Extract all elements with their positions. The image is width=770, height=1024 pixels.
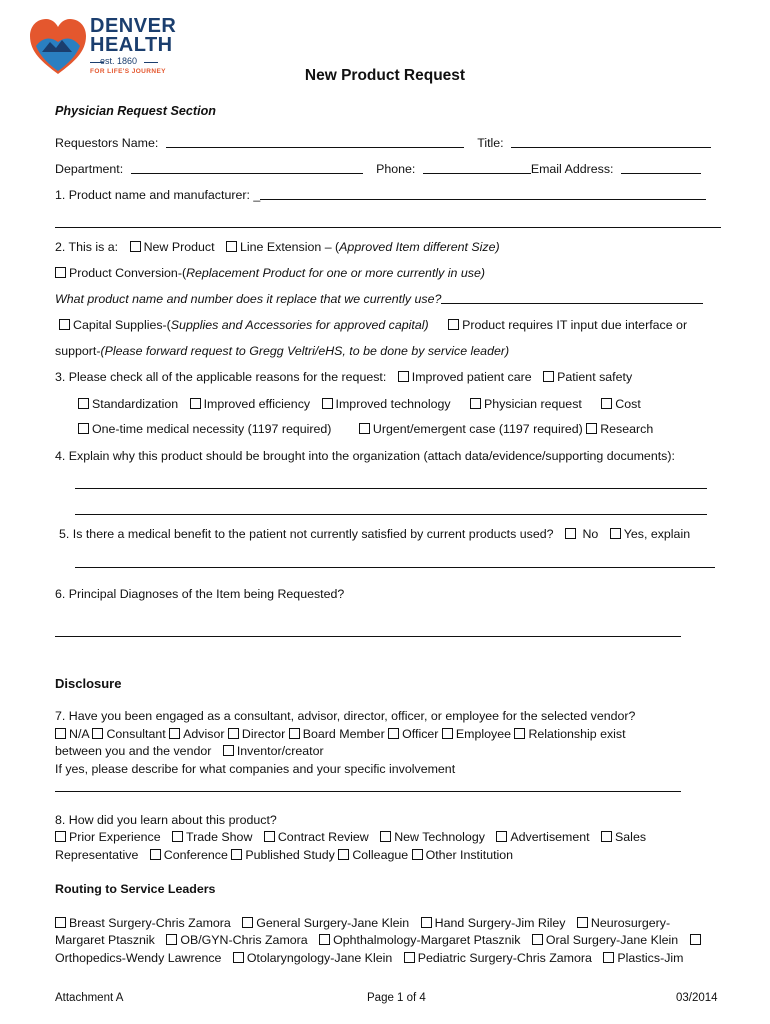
q1-row <box>55 188 706 202</box>
reason-label: Improved patient care <box>411 370 532 384</box>
source-checkbox[interactable] <box>55 831 66 842</box>
q1-label: 1. Product name and manufacturer: _ <box>55 188 261 202</box>
service-leader-label: Pediatric Surgery-Chris Zamora <box>417 951 592 965</box>
it-input-checkbox[interactable] <box>448 319 459 330</box>
new-product-checkbox[interactable] <box>130 241 141 252</box>
logo-tagline: FOR LIFE'S JOURNEY <box>90 68 166 75</box>
q8-options-row1 <box>55 830 646 844</box>
reason-checkbox[interactable] <box>190 398 201 409</box>
q8-options-row2 <box>55 848 513 862</box>
engagement-label: Director <box>241 727 286 741</box>
q7-describe-label: If yes, please describe for what companies and your specific involvement <box>55 762 456 776</box>
q7-answer-line[interactable] <box>55 791 681 792</box>
service-leader-label: Breast Surgery-Chris Zamora <box>69 916 231 930</box>
reason-label: Patient safety <box>557 370 633 384</box>
reason-checkbox[interactable] <box>322 398 333 409</box>
reason-checkbox[interactable] <box>359 423 370 434</box>
logo-divider-right <box>144 62 158 63</box>
source-checkbox[interactable] <box>412 849 423 860</box>
capital-supplies-label: Capital Supplies-( <box>73 318 171 332</box>
service-leader-checkbox[interactable] <box>319 934 330 945</box>
q1-continuation-line[interactable] <box>55 227 721 228</box>
phone-label: Phone: <box>376 162 416 176</box>
inventor-checkbox[interactable] <box>223 745 234 756</box>
service-leader-label: Otolaryngology-Jane Klein <box>246 951 393 965</box>
reason-checkbox[interactable] <box>470 398 481 409</box>
source-label: Other Institution <box>425 848 514 862</box>
product-name-field[interactable] <box>260 188 706 200</box>
q2-capital-row <box>59 318 687 332</box>
footer-date: 03/2014 <box>676 992 718 1004</box>
service-leader-label: Orthopedics-Wendy Lawrence <box>55 951 222 965</box>
inventor-label: Inventor/creator <box>236 744 324 758</box>
service-leader-checkbox[interactable] <box>233 952 244 963</box>
routing-title: Routing to Service Leaders <box>55 882 216 896</box>
physician-section-title: Physician Request Section <box>55 104 216 118</box>
source-checkbox[interactable] <box>231 849 242 860</box>
service-leader-label: General Surgery-Jane Klein <box>256 916 410 930</box>
q5-yes-checkbox[interactable] <box>610 528 621 539</box>
engagement-label: Consultant <box>106 727 166 741</box>
q5-yes-label: Yes, explain <box>623 527 691 541</box>
engagement-checkbox[interactable] <box>514 728 525 739</box>
engagement-label: Board Member <box>302 727 385 741</box>
source-checkbox[interactable] <box>496 831 507 842</box>
product-conversion-label: Product Conversion-( <box>69 266 187 280</box>
engagement-label: Advisor <box>183 727 225 741</box>
reason-checkbox[interactable] <box>586 423 597 434</box>
line-extension-checkbox[interactable] <box>226 241 237 252</box>
logo-text-denver: DENVER <box>90 15 177 37</box>
source-label: Colleague <box>352 848 409 862</box>
source-label: Contract Review <box>277 830 369 844</box>
title-field[interactable] <box>511 136 711 148</box>
service-leader-checkbox[interactable] <box>166 934 177 945</box>
source-label: Sales <box>615 830 647 844</box>
replace-field[interactable] <box>441 292 703 304</box>
source-label: Prior Experience <box>69 830 161 844</box>
q2-conversion-row <box>55 266 485 280</box>
source-checkbox[interactable] <box>601 831 612 842</box>
q3-options-row2 <box>78 397 641 411</box>
title-label: Title: <box>477 136 504 150</box>
reason-checkbox[interactable] <box>78 423 89 434</box>
new-product-label: New Product <box>143 240 215 254</box>
source-checkbox[interactable] <box>172 831 183 842</box>
reason-label: Research <box>600 422 654 436</box>
capital-supplies-note: Supplies and Accessories for approved capital) <box>170 318 429 332</box>
source-checkbox[interactable] <box>150 849 161 860</box>
reason-label: Improved efficiency <box>203 397 311 411</box>
reason-label: Urgent/emergent case (1197 required) <box>372 422 583 436</box>
q4-label: 4. Explain why this product should be brought into the organization (attach data/evidence/supporting documents): <box>55 449 675 463</box>
engagement-checkbox[interactable] <box>55 728 66 739</box>
reason-checkbox[interactable] <box>601 398 612 409</box>
q2-support-row <box>55 344 509 358</box>
reason-label: One-time medical necessity (1197 required) <box>92 422 332 436</box>
source-label: Advertisement <box>510 830 590 844</box>
support-label: support- <box>55 344 101 358</box>
engagement-label: Relationship exist <box>528 727 626 741</box>
q4-answer-line[interactable] <box>75 488 707 489</box>
capital-supplies-checkbox[interactable] <box>59 319 70 330</box>
engagement-label: Officer <box>402 727 439 741</box>
service-leader-label: Hand Surgery-Jim Riley <box>434 916 566 930</box>
engagement-checkbox[interactable] <box>289 728 300 739</box>
service-leader-label: Plastics-Jim <box>617 951 684 965</box>
service-leader-checkbox[interactable] <box>603 952 614 963</box>
engagement-label: Employee <box>455 727 511 741</box>
source-label: Published Study <box>245 848 335 862</box>
requestor-label: Requestors Name: <box>55 136 159 150</box>
q5-no-label: No <box>582 527 599 541</box>
q2-replace-row <box>55 292 703 306</box>
q2-row <box>55 240 500 254</box>
routing-row2 <box>55 933 704 947</box>
q6-label: 6. Principal Diagnoses of the Item being Requested? <box>55 587 345 601</box>
routing-row3 <box>55 951 683 965</box>
service-leader-checkbox[interactable] <box>404 952 415 963</box>
service-leader-label: Margaret Ptasznik <box>55 933 155 947</box>
engagement-checkbox[interactable] <box>228 728 239 739</box>
email-label: Email Address: <box>530 162 614 176</box>
q2-label: 2. This is a: <box>55 240 119 254</box>
q5-no-checkbox[interactable] <box>565 528 576 539</box>
phone-field[interactable] <box>423 162 531 174</box>
engagement-checkbox[interactable] <box>442 728 453 739</box>
department-label: Department: <box>55 162 124 176</box>
engagement-label: N/A <box>69 727 89 741</box>
q3-options-row3 <box>78 422 653 436</box>
q5-row <box>59 527 690 541</box>
service-leader-checkbox[interactable] <box>55 917 66 928</box>
q8-row2-text: Representative <box>55 848 139 862</box>
q3-label: 3. Please check all of the applicable reasons for the request: <box>55 370 387 384</box>
service-leader-checkbox[interactable] <box>242 917 253 928</box>
service-leader-label: OB/GYN-Chris Zamora <box>180 933 308 947</box>
source-label: Trade Show <box>186 830 253 844</box>
logo-text-health: HEALTH <box>90 34 173 56</box>
service-leader-checkbox[interactable] <box>690 934 701 945</box>
q4-answer-line[interactable] <box>75 514 707 515</box>
line-extension-note: Approved Item different Size) <box>339 240 500 254</box>
reason-label: Cost <box>615 397 641 411</box>
footer-page-number: Page 1 of 4 <box>367 992 426 1004</box>
requestor-row <box>55 136 711 150</box>
reason-label: Standardization <box>92 397 179 411</box>
disclosure-title: Disclosure <box>55 676 122 691</box>
footer-attachment: Attachment A <box>55 992 124 1004</box>
email-field[interactable] <box>621 162 701 174</box>
service-leader-label: Oral Surgery-Jane Klein <box>545 933 679 947</box>
form-title: New Product Request <box>304 67 466 84</box>
logo-est: est. 1860 <box>100 56 138 66</box>
reason-checkbox[interactable] <box>78 398 89 409</box>
service-leader-checkbox[interactable] <box>421 917 432 928</box>
it-input-label: Product requires IT input due interface or <box>462 318 688 332</box>
q5-label: 5. Is there a medical benefit to the patient not currently satisfied by current products used? <box>59 527 554 541</box>
service-leader-label: Neurosurgery- <box>590 916 671 930</box>
service-leader-checkbox[interactable] <box>532 934 543 945</box>
engagement-checkbox[interactable] <box>169 728 180 739</box>
support-note: (Please forward request to Gregg Veltri/eHS, to be done by service leader) <box>100 344 510 358</box>
q7-row2-text: between you and the vendor <box>55 744 212 758</box>
q8-label: 8. How did you learn about this product? <box>55 813 277 827</box>
service-leader-checkbox[interactable] <box>577 917 588 928</box>
q6-answer-line[interactable] <box>55 636 681 637</box>
line-extension-label: Line Extension – ( <box>239 240 340 254</box>
q7-label: 7. Have you been engaged as a consultant, advisor, director, officer, or employee for the selected vendor? <box>55 709 636 723</box>
source-checkbox[interactable] <box>264 831 275 842</box>
department-field[interactable] <box>131 162 363 174</box>
source-label: Conference <box>163 848 228 862</box>
engagement-checkbox[interactable] <box>388 728 399 739</box>
routing-row1 <box>55 916 670 930</box>
reason-checkbox[interactable] <box>543 371 554 382</box>
reason-label: Improved technology <box>335 397 451 411</box>
source-checkbox[interactable] <box>338 849 349 860</box>
reason-checkbox[interactable] <box>398 371 409 382</box>
requestor-name-field[interactable] <box>166 136 464 148</box>
q5-answer-line[interactable] <box>75 567 715 568</box>
product-conversion-checkbox[interactable] <box>55 267 66 278</box>
q7-options-row1 <box>55 727 626 741</box>
replace-question: What product name and number does it replace that we currently use? <box>55 292 442 306</box>
source-checkbox[interactable] <box>380 831 391 842</box>
q7-options-row2 <box>55 744 324 758</box>
q3-row <box>55 370 632 384</box>
source-label: New Technology <box>394 830 485 844</box>
engagement-checkbox[interactable] <box>92 728 103 739</box>
reason-label: Physician request <box>484 397 582 411</box>
department-row <box>55 162 701 176</box>
product-conversion-note: Replacement Product for one or more currently in use) <box>186 266 485 280</box>
service-leader-label: Ophthalmology-Margaret Ptasznik <box>333 933 521 947</box>
